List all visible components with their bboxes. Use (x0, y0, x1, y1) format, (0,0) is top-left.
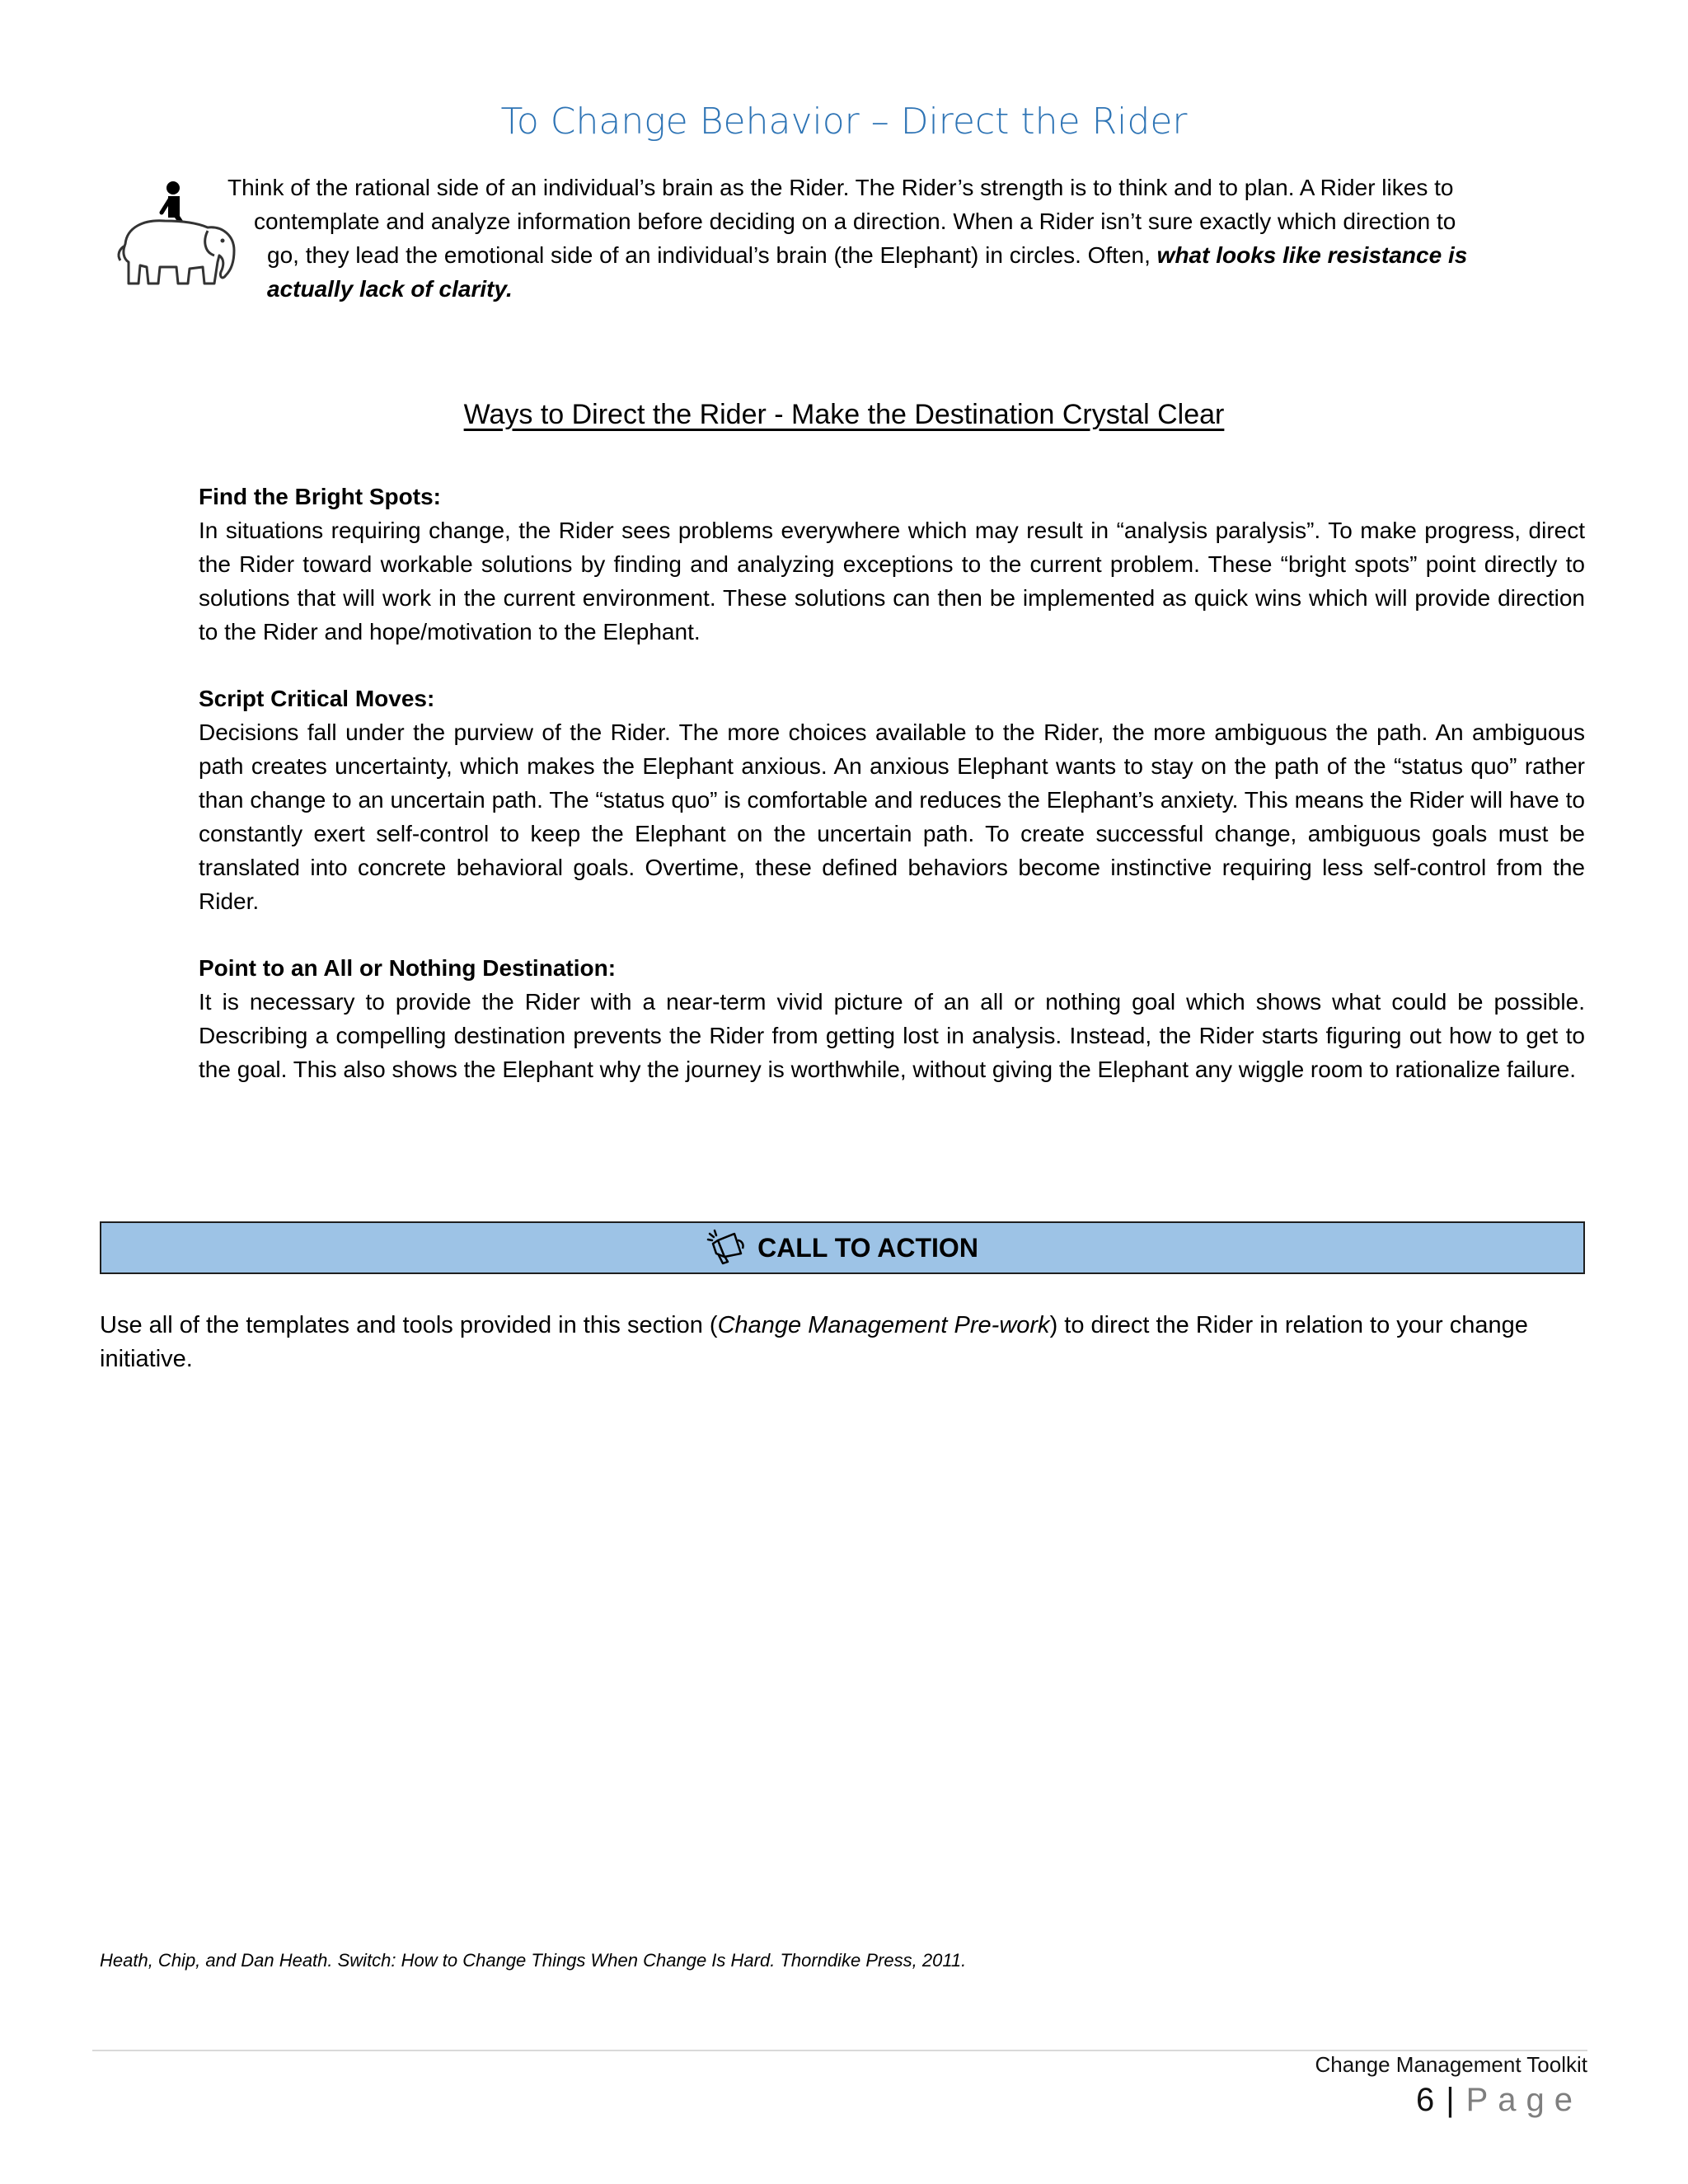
page-number (1416, 2082, 1582, 2119)
page-number-separator: | (1446, 2082, 1455, 2118)
footer-divider (92, 2050, 1587, 2051)
cta-text-part: Use all of the templates and tools provided in this section ( (100, 1312, 718, 1338)
cta-text-part: ) to direct the Rider in relation to your change initiative. (100, 1312, 1528, 1372)
cta-text-italic: Change Management Pre-work (717, 1312, 1050, 1338)
citation: Heath, Chip, and Dan Heath. Switch: How to Change Things When Change Is Hard. Thorndike Press, 2011. (100, 1950, 967, 1971)
section-bright-spots (199, 480, 1585, 649)
call-to-action-label: CALL TO ACTION (757, 1232, 978, 1263)
section-heading: Script Critical Moves: (199, 686, 435, 711)
page-number-word: Page (1465, 2082, 1582, 2118)
page-number-value: 6 (1415, 2082, 1435, 2118)
section-body: Decisions fall under the purview of the Rider. The more choices available to the Rider, the more ambiguous the path. An ambiguous path creates uncertainty, which makes the Elephant anxious. An anxious Elephant wants to stay on the path of the “status quo” rather than change to an uncertain path. The “status quo” is comfortable and reduces the Elephant’s anxiety. This means the Rider will have to constantly exert self-control to keep the Elephant on the uncertain path. To create successful change, ambiguous goals must be translated into concrete behavioral goals. Overtime, these defined behaviors become instinctive requiring less self-control from the Rider. (199, 719, 1585, 914)
section-body: It is necessary to provide the Rider with a near-term vivid picture of an all or nothing goal which shows what could be possible. Describing a compelling destination prevents the Rider from getting lost in analysis. Instead, the Rider starts figuring out how to get to the goal. This also shows the Elephant why the journey is worthwhile, without giving the Elephant any wiggle room to rationalize failure. (199, 989, 1585, 1082)
footer-document-title: Change Management Toolkit (1315, 2052, 1587, 2077)
intro-emphasis: actually lack of clarity. (267, 276, 513, 302)
intro-line (223, 272, 1591, 306)
intro-emphasis: what looks like resistance is (1156, 242, 1468, 268)
intro-line: Think of the rational side of an individual’s brain as the Rider. The Rider’s strength is to think and to plan. A Rider likes to (227, 175, 1454, 200)
page-title: To Change Behavior – Direct the Rider (500, 101, 1188, 143)
section-all-or-nothing (199, 951, 1585, 1086)
intro-line: contemplate and analyze information before deciding on a direction. When a Rider isn’t sure exactly which direction to (254, 209, 1456, 234)
call-to-action-text (100, 1309, 1585, 1376)
intro-paragraph (223, 171, 1591, 306)
intro-text: go, they lead the emotional side of an individual’s brain (the Elephant) in circles. Often, (267, 242, 1157, 268)
section-subheading: Ways to Direct the Rider - Make the Destination Crystal Clear (463, 399, 1225, 430)
call-to-action-banner (100, 1221, 1585, 1274)
section-heading: Point to an All or Nothing Destination: (199, 955, 617, 981)
intro-line (223, 238, 1591, 272)
section-script-critical-moves (199, 682, 1585, 918)
section-heading: Find the Bright Spots: (199, 484, 441, 509)
section-body: In situations requiring change, the Rider sees problems everywhere which may result in “analysis paralysis”. To make progress, direct the Rider toward workable solutions by finding and analyzing exceptions to the current problem. These “bright spots” point directly to solutions that will work in the current environment. These solutions can then be implemented as quick wins which will provide direction to the Rider and hope/motivation to the Elephant. (199, 518, 1585, 644)
megaphone-icon (706, 1229, 753, 1267)
